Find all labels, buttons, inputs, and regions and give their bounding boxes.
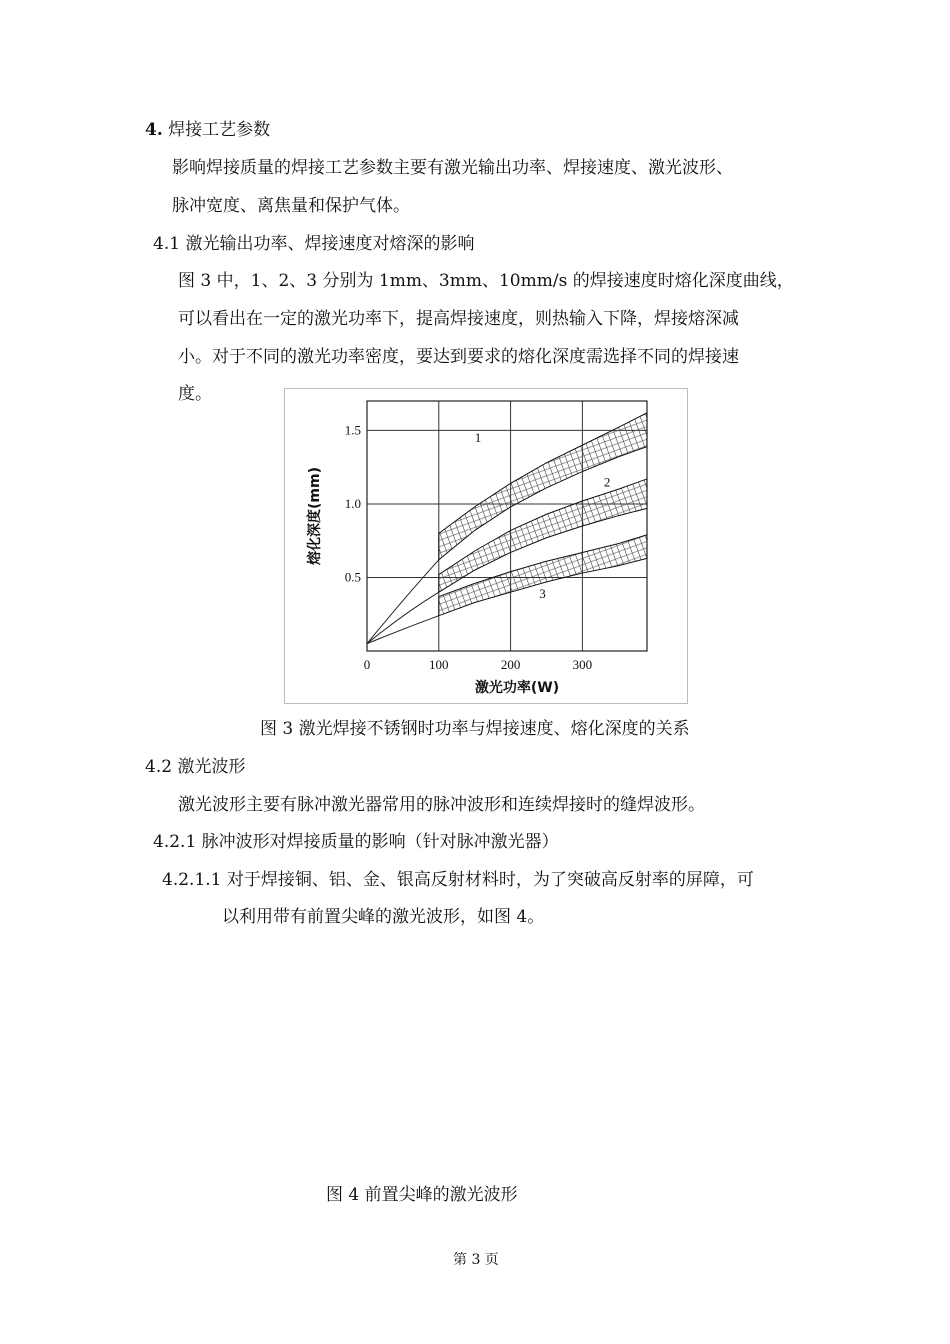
x-tick-label-0: 0 [363, 657, 371, 672]
series-3-label: 3 [539, 586, 546, 602]
chart-svg [285, 389, 687, 703]
section-4-number: 4. [145, 120, 163, 140]
x-tick-label-3: 300 [572, 657, 593, 672]
series-3-lead-in [367, 616, 439, 644]
figure-3-chart [284, 388, 688, 704]
section-4-2-title: 4.2 激光波形 [145, 757, 246, 777]
section-4-1-para-line-2: 可以看出在一定的激光功率下，提高焊接速度，则热输入下降，焊接熔深减 [178, 309, 739, 329]
y-tick-label-1: 1.0 [344, 495, 361, 511]
y-axis-label: 熔化深度(mm) [307, 467, 323, 565]
section-4-1-para-line-4: 度。 [178, 384, 212, 404]
series-1-lead-in [367, 560, 439, 644]
x-tick-label-2: 200 [500, 657, 521, 672]
series-2-label: 2 [603, 474, 611, 490]
section-4-para-line-2: 脉冲宽度、离焦量和保护气体。 [172, 196, 410, 216]
section-4-2-para: 激光波形主要有脉冲激光器常用的脉冲波形和连续焊接时的缝焊波形。 [178, 795, 705, 815]
section-4-title: 焊接工艺参数 [168, 120, 271, 140]
figure-3-caption: 图 3 激光焊接不锈钢时功率与焊接速度、熔化深度的关系 [260, 719, 690, 739]
section-4-1-title: 4.1 激光输出功率、焊接速度对熔深的影响 [153, 234, 475, 254]
section-4-heading [145, 122, 270, 139]
series-1-label: 1 [474, 430, 482, 446]
section-4-para-line-1: 影响焊接质量的焊接工艺参数主要有激光输出功率、焊接速度、激光波形、 [172, 158, 733, 178]
section-4-2-1-1-line-2: 以利用带有前置尖峰的激光波形，如图 4。 [222, 907, 545, 927]
section-4-1-para-line-1: 图 3 中，1、2、3 分别为 1mm、3mm、10mm/s 的焊接速度时熔化深度曲线， [178, 271, 794, 291]
page-footer: 第 3 页 [453, 1252, 499, 1268]
section-4-2-1-title: 4.2.1 脉冲波形对焊接质量的影响（针对脉冲激光器） [153, 832, 559, 852]
x-axis-label: 激光功率(W) [474, 680, 560, 696]
y-tick-label-2: 1.5 [344, 422, 361, 438]
figure-4-caption: 图 4 前置尖峰的激光波形 [326, 1185, 518, 1205]
section-4-2-1-1-line-1: 4.2.1.1 对于焊接铜、铝、金、银高反射材料时，为了突破高反射率的屏障，可 [162, 870, 754, 890]
section-4-1-para-line-3: 小。对于不同的激光功率密度，要达到要求的熔化深度需选择不同的焊接速 [178, 347, 739, 367]
x-tick-label-1: 100 [429, 657, 449, 672]
series-3-band [439, 535, 647, 616]
y-tick-label-0: 0.5 [344, 569, 361, 585]
